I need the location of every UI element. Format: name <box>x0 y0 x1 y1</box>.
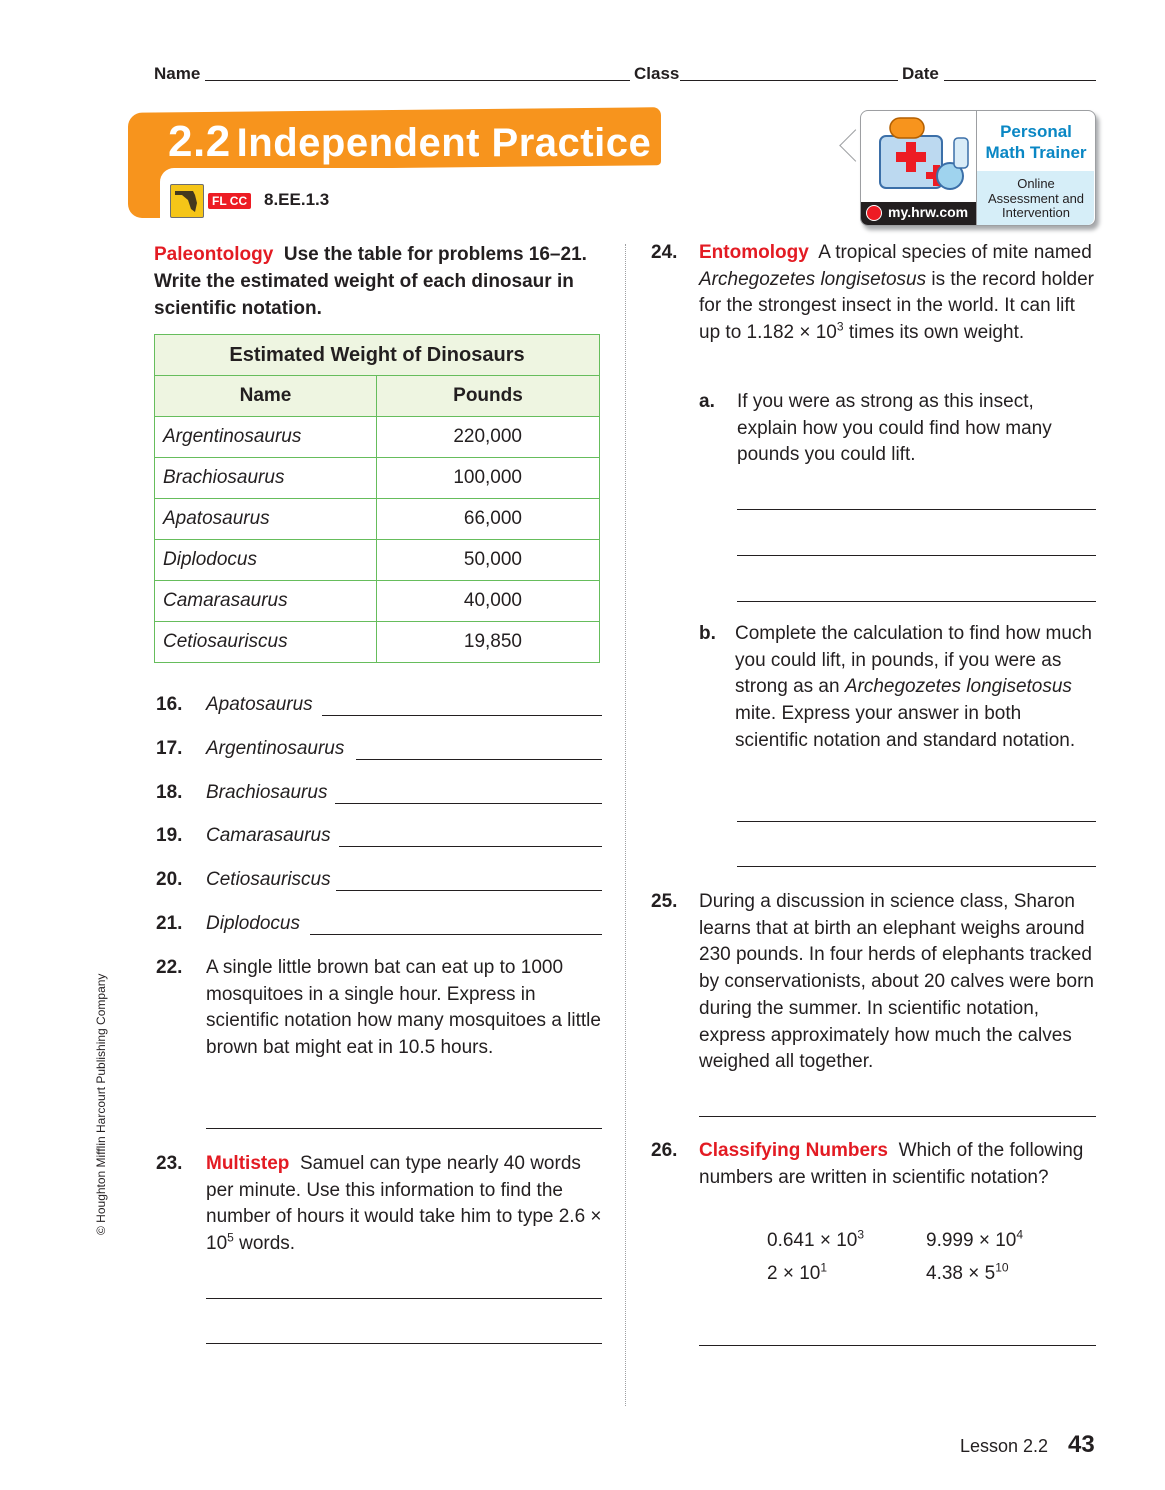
dinosaur-weight-table <box>154 334 600 663</box>
question-17-label: Argentinosaurus <box>206 738 345 759</box>
table-cell-name: Apatosaurus <box>155 499 377 540</box>
question-24-text-c: times its own weight. <box>843 322 1025 344</box>
question-23-answer-line-2[interactable] <box>206 1343 602 1344</box>
question-25-answer-line[interactable] <box>699 1116 1096 1117</box>
table-header-name: Name <box>155 376 377 417</box>
class-field[interactable] <box>680 80 898 81</box>
question-16-label: Apatosaurus <box>206 694 313 715</box>
question-18-number: 18. <box>156 782 183 803</box>
question-25-number: 25. <box>651 891 678 912</box>
question-24-exponent: 3 <box>836 319 844 334</box>
footer-lesson: Lesson 2.2 <box>960 1436 1049 1456</box>
option-base: 0.641 × 10 <box>767 1230 858 1251</box>
question-24a-label: a. <box>699 391 715 412</box>
question-18-label: Brachiosaurus <box>206 782 328 803</box>
question-24b-label: b. <box>699 623 716 644</box>
trainer-subtitle <box>977 177 1095 221</box>
question-22-answer-line[interactable] <box>206 1128 602 1129</box>
question-23-text-before: Samuel can type nearly 40 words per minute. Use this information to find the number of hours it would take him to type 2.6 × 10 <box>206 1153 602 1255</box>
trainer-sub-line1: Online <box>1017 176 1055 191</box>
table-row <box>155 499 600 540</box>
table-title: Estimated Weight of Dinosaurs <box>155 335 600 376</box>
question-16-number: 16. <box>156 694 183 715</box>
question-22-number: 22. <box>156 957 183 978</box>
question-24-topic: Entomology <box>699 242 809 263</box>
table-header-pounds: Pounds <box>377 376 600 417</box>
question-24b-species: Archegozetes longisetosus <box>844 676 1072 698</box>
table-row <box>155 417 600 458</box>
question-24a-answer-line-3[interactable] <box>737 601 1096 602</box>
column-divider <box>625 244 626 1406</box>
question-24b-text <box>735 621 1099 755</box>
lesson-number: 2.2 <box>168 117 231 166</box>
question-26-option <box>767 1261 827 1288</box>
question-19-number: 19. <box>156 825 183 846</box>
lesson-title-text: Independent Practice <box>236 121 652 165</box>
question-17-answer-line[interactable] <box>356 759 602 760</box>
name-field[interactable] <box>205 80 630 81</box>
date-field[interactable] <box>944 80 1096 81</box>
table-row <box>155 540 600 581</box>
option-base: 9.999 × 10 <box>926 1230 1017 1251</box>
table-row <box>155 581 600 622</box>
florida-icon <box>170 184 204 218</box>
question-26-number: 26. <box>651 1140 678 1161</box>
question-21-number: 21. <box>156 913 183 934</box>
question-16-answer-line[interactable] <box>322 715 602 716</box>
question-20-answer-line[interactable] <box>336 890 602 891</box>
question-20-label: Cetiosauriscus <box>206 869 331 890</box>
question-24-number: 24. <box>651 242 678 263</box>
table-row <box>155 458 600 499</box>
table-cell-name: Camarasaurus <box>155 581 377 622</box>
question-18-answer-line[interactable] <box>335 803 602 804</box>
copyright-notice: © Houghton Mifflin Harcourt Publishing Company <box>94 973 108 1235</box>
question-26-answer-line[interactable] <box>699 1345 1096 1346</box>
trainer-title <box>977 121 1095 163</box>
question-24-text-a: A tropical species of mite named <box>818 242 1092 263</box>
question-23-answer-line-1[interactable] <box>206 1298 602 1299</box>
table-cell-pounds: 40,000 <box>377 581 600 622</box>
table-cell-pounds: 100,000 <box>377 458 600 499</box>
standard-code: 8.EE.1.3 <box>264 190 330 209</box>
question-24b-answer-line-1[interactable] <box>737 821 1096 822</box>
question-26-option <box>926 1261 1009 1288</box>
question-24a-answer-line-2[interactable] <box>737 555 1096 556</box>
question-24-text <box>699 240 1099 347</box>
question-24-text-b: is the record holder for the strongest insect in the world. It can lift up to 1.182 × 10 <box>699 268 1095 344</box>
question-24a-text: If you were as strong as this insect, explain how you could find how many pounds you could lift. <box>737 391 1052 466</box>
question-19-answer-line[interactable] <box>339 846 602 847</box>
page-number: 43 <box>1068 1431 1095 1458</box>
table-cell-pounds: 220,000 <box>377 417 600 458</box>
option-exponent: 1 <box>820 1260 828 1275</box>
table-cell-name: Brachiosaurus <box>155 458 377 499</box>
trainer-title-line2: Math Trainer <box>985 143 1087 162</box>
question-26-text <box>699 1138 1099 1191</box>
table-cell-name: Cetiosauriscus <box>155 622 377 663</box>
question-22-text: A single little brown bat can eat up to 1000 mosquitoes in a single hour. Express in scientific notation how many mosquitoes a little brown bat might eat in 10.5 hours. <box>206 957 601 1059</box>
option-base: 2 × 10 <box>767 1263 821 1284</box>
intro-instructions <box>154 241 614 322</box>
question-20-number: 20. <box>156 869 183 890</box>
date-label: Date <box>902 64 939 83</box>
question-19-label: Camarasaurus <box>206 825 331 846</box>
trainer-sub-line2: Assessment and <box>987 190 1085 206</box>
question-23-number: 23. <box>156 1153 183 1174</box>
option-base: 4.38 × 5 <box>926 1263 996 1284</box>
question-23-topic: Multistep <box>206 1153 290 1174</box>
intro-topic: Paleontology <box>154 244 274 265</box>
class-label: Class <box>634 64 680 83</box>
table-cell-pounds: 66,000 <box>377 499 600 540</box>
question-23-text-after: words. <box>233 1233 296 1255</box>
option-exponent: 10 <box>995 1260 1009 1275</box>
question-26-option <box>926 1228 1023 1255</box>
option-exponent: 3 <box>857 1227 865 1242</box>
question-25-text: During a discussion in science class, Sharon learns that at birth an elephant weighs around 230 pounds. In four herds of elephants tracked by conservationists, about 20 calves were born during the summer. In scientific notation, express approximately how much the calves weighed all together. <box>699 891 1094 1073</box>
lesson-title <box>168 117 651 167</box>
question-24-species: Archegozetes longisetosus <box>699 268 927 290</box>
question-24a-answer-line-1[interactable] <box>737 509 1096 510</box>
name-label: Name <box>154 64 201 83</box>
question-26-prompt: Which of the following numbers are written in scientific notation? <box>699 1140 1084 1188</box>
question-21-answer-line[interactable] <box>310 934 602 935</box>
question-21-label: Diplodocus <box>206 913 300 934</box>
power-icon <box>866 205 882 221</box>
question-23-exponent: 5 <box>227 1230 234 1245</box>
question-17-number: 17. <box>156 738 183 759</box>
question-26-topic: Classifying Numbers <box>699 1140 888 1161</box>
trainer-url[interactable]: my.hrw.com <box>888 204 969 220</box>
medical-kit-icon <box>868 114 973 202</box>
intro-text: Use the table for problems 16–21. Write the estimated weight of each dinosaur in scientific notation. <box>154 244 587 319</box>
option-exponent: 4 <box>1016 1227 1024 1242</box>
flcc-badge: FL CC <box>208 193 251 209</box>
table-cell-pounds: 50,000 <box>377 540 600 581</box>
question-23-text <box>206 1151 602 1258</box>
question-24b-text-2: mite. Express your answer in both scientific notation and standard notation. <box>735 703 1076 751</box>
table-cell-pounds: 19,850 <box>377 622 600 663</box>
trainer-title-line1: Personal <box>1000 122 1072 141</box>
trainer-sub-line3: Intervention <box>1002 205 1070 220</box>
question-24b-answer-line-2[interactable] <box>737 866 1096 867</box>
question-24b-text-1: Complete the calculation to find how much you could lift, in pounds, if you were as strong as an <box>735 623 1092 698</box>
table-row <box>155 622 600 663</box>
table-cell-name: Diplodocus <box>155 540 377 581</box>
question-26-option <box>767 1228 864 1255</box>
table-cell-name: Argentinosaurus <box>155 417 377 458</box>
